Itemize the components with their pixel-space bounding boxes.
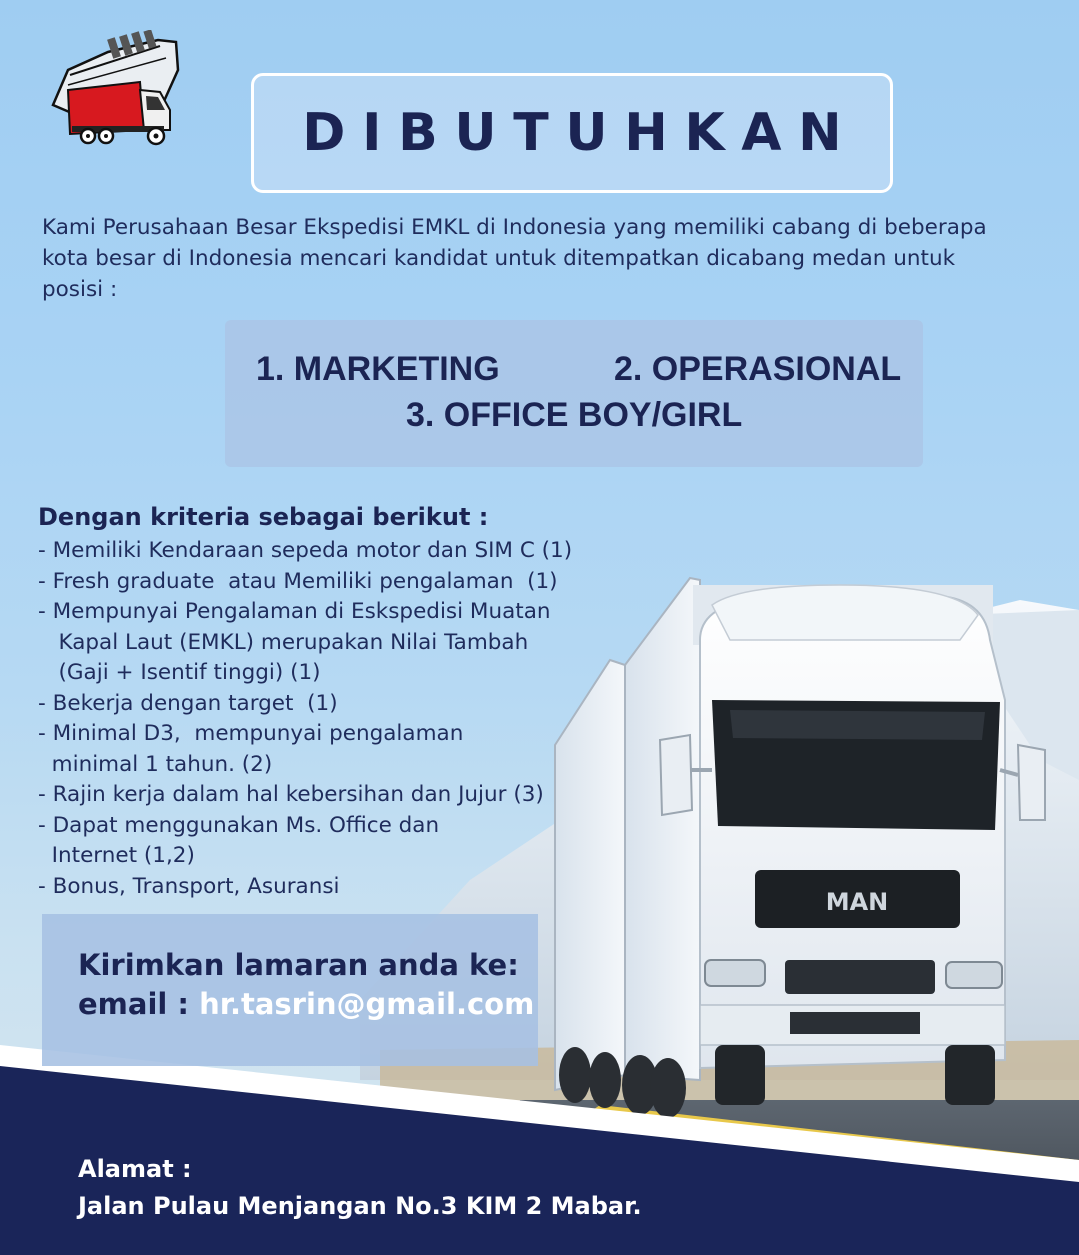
criteria-line: - Bonus, Transport, Asuransi (38, 873, 340, 899)
criteria-list (38, 536, 598, 902)
position-marketing: 1. MARKETING (256, 350, 500, 388)
criteria-line: - Dapat menggunakan Ms. Office dan (38, 812, 440, 838)
contact-email-row (78, 987, 534, 1021)
criteria-line: - Memiliki Kendaraan sepeda motor dan SIM C (1) (38, 538, 573, 563)
poster-title: DIBUTUHKAN (302, 103, 859, 163)
address-text: Jalan Pulau Menjangan No.3 KIM 2 Mabar. (78, 1192, 642, 1220)
position-operasional: 2. OPERASIONAL (614, 350, 902, 388)
address-label: Alamat : (78, 1155, 192, 1183)
criteria-line: minimal 1 tahun. (2) (38, 751, 273, 777)
criteria-line: Internet (1,2) (38, 843, 195, 868)
company-logo (48, 30, 183, 150)
email-label: email : (78, 987, 190, 1021)
criteria-line: - Minimal D3, mempunyai pengalaman (38, 721, 464, 746)
criteria-line: - Fresh graduate atau Memiliki pengalaman (1) (38, 568, 558, 594)
criteria-line: Kapal Laut (EMKL) merupakan Nilai Tambah (38, 629, 529, 655)
criteria-line: - Bekerja dengan target (1) (38, 690, 338, 716)
truck-brand-badge: MAN (825, 888, 889, 916)
contact-label: Kirimkan lamaran anda ke: (78, 948, 519, 982)
position-office-boy-girl: 3. OFFICE BOY/GIRL (406, 396, 743, 434)
criteria-line: - Mempunyai Pengalaman di Eskspedisi Muatan (38, 599, 551, 624)
contact-box (42, 914, 538, 1066)
contact-email-link[interactable]: hr.tasrin@gmail.com (199, 987, 535, 1021)
criteria-line: - Rajin kerja dalam hal kebersihan dan Jujur (3) (38, 782, 544, 807)
positions-box (225, 320, 923, 467)
criteria-line: (Gaji + Isentif tinggi) (1) (38, 660, 321, 685)
criteria-heading: Dengan kriteria sebagai berikut : (38, 503, 489, 531)
intro-paragraph: Kami Perusahaan Besar Ekspedisi EMKL di Indonesia yang memiliki cabang di beberapa kota besar di Indonesia mencari kandidat untuk ditempatkan dicabang medan untuk posisi : (42, 215, 987, 302)
title-box (251, 73, 893, 193)
